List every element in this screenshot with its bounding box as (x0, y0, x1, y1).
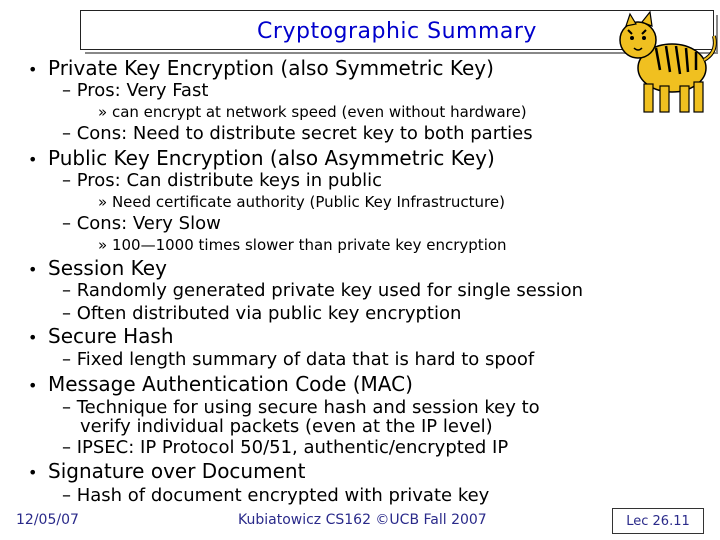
subsub-private-pros: » can encrypt at network speed (even without hardware) (98, 103, 527, 121)
bullet-session-key: Session Key (48, 256, 167, 280)
footer-date: 12/05/07 (16, 512, 79, 528)
tiger-icon (600, 0, 720, 120)
bullet-signature: Signature over Document (48, 459, 306, 483)
bullet-dot-icon: • (28, 376, 38, 395)
footer-lecture: Lec 26.11 (612, 508, 704, 534)
sub-session-distributed: – Often distributed via public key encryption (62, 303, 462, 324)
bullet-dot-icon: • (28, 328, 38, 347)
bullet-secure-hash: Secure Hash (48, 324, 174, 348)
bullet-private-key: Private Key Encryption (also Symmetric Key) (48, 56, 494, 80)
sub-public-cons: – Cons: Very Slow (62, 213, 221, 234)
footer-course: Kubiatowicz CS162 ©UCB Fall 2007 (238, 512, 487, 528)
sub-mac-technique-cont: verify individual packets (even at the IP level) (80, 416, 493, 437)
sub-mac-ipsec: – IPSEC: IP Protocol 50/51, authentic/encrypted IP (62, 437, 509, 458)
slide-title: Cryptographic Summary (257, 19, 537, 44)
bullet-public-key: Public Key Encryption (also Asymmetric Key) (48, 146, 495, 170)
bullet-dot-icon: • (28, 260, 38, 279)
sub-hash-fixed: – Fixed length summary of data that is hard to spoof (62, 349, 535, 370)
sub-private-pros: – Pros: Very Fast (62, 80, 209, 101)
sub-private-cons: – Cons: Need to distribute secret key to both parties (62, 123, 533, 144)
subsub-public-pros: » Need certificate authority (Public Key Infrastructure) (98, 193, 505, 211)
bullet-dot-icon: • (28, 463, 38, 482)
sub-session-random: – Randomly generated private key used for single session (62, 280, 584, 301)
sub-mac-technique: – Technique for using secure hash and session key to (62, 397, 540, 418)
bullet-mac: Message Authentication Code (MAC) (48, 372, 413, 396)
subsub-public-cons: » 100—1000 times slower than private key encryption (98, 236, 507, 254)
sub-signature-hash: – Hash of document encrypted with private key (62, 485, 490, 506)
sub-public-pros: – Pros: Can distribute keys in public (62, 170, 383, 191)
bullet-dot-icon: • (28, 150, 38, 169)
bullet-dot-icon: • (28, 60, 38, 79)
